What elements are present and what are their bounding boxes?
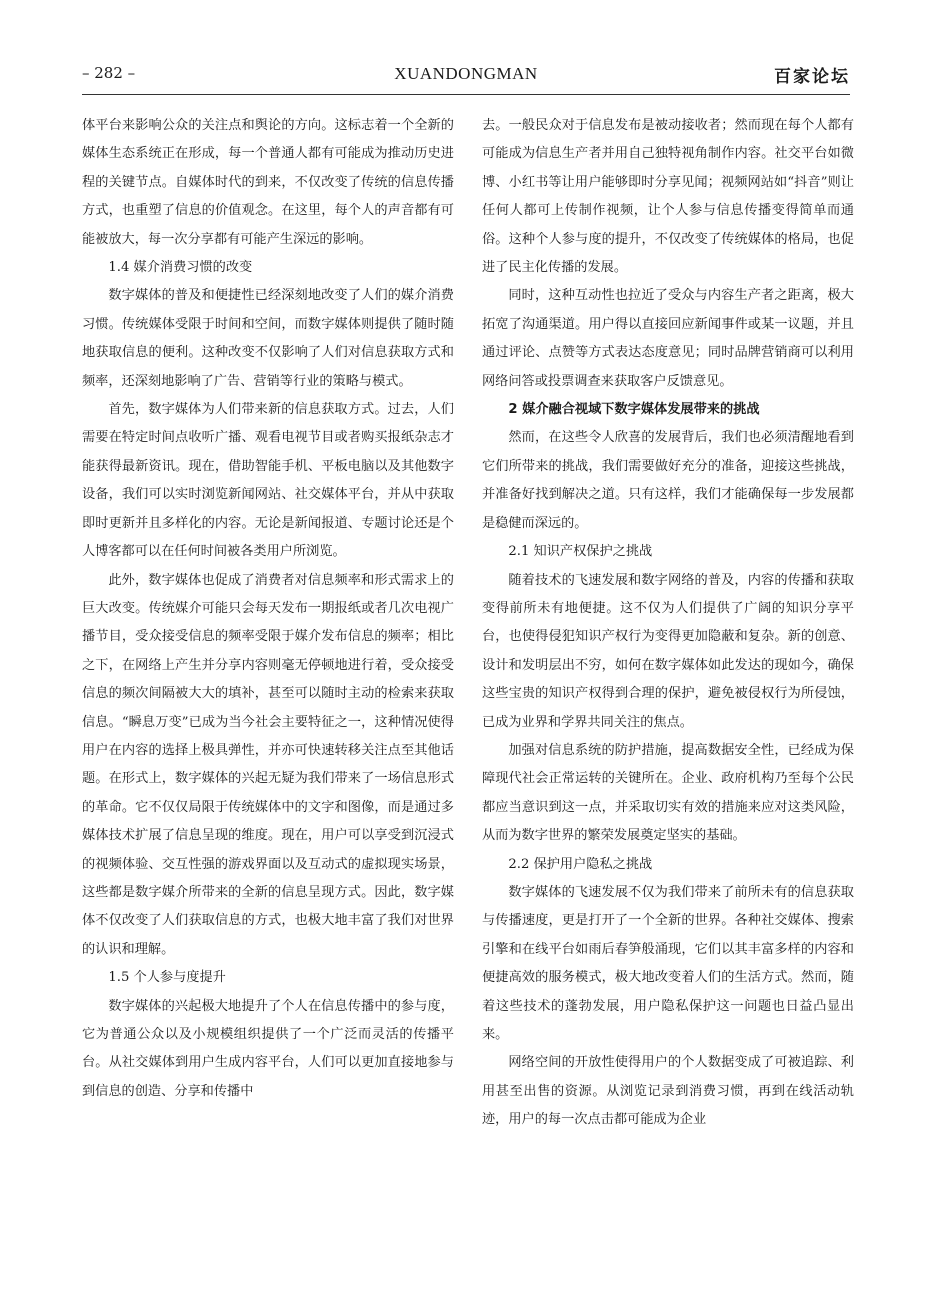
paragraph: 去。一般民众对于信息发布是被动接收者；然而现在每个人都有可能成为信息生产者并用自己独特视角制作内容。社交平台如微博、小红书等让用户能够即时分享见闻；视频网站如“抖音”则让任何人都可上传制作视频，让个人参与信息传播变得简单而通俗。这种个人参与度的提升，不仅改变了传统媒体的格局，也促进了民主化传播的发展。	[482, 118, 854, 276]
section-heading-2-1: 2.1 知识产权保护之挑战	[508, 544, 653, 560]
paragraph: 随着技术的飞速发展和数字网络的普及，内容的传播和获取变得前所未有地便捷。这不仅为人们提供了广阔的知识分享平台，也使得侵犯知识产权行为变得更加隐蔽和复杂。新的创意、设计和发明层出不穷，如何在数字媒体如此发达的现如今，确保这些宝贵的知识产权得到合理的保护，避免被侵权行为所侵蚀，已成为业界和学界共同关注的焦点。	[482, 572, 854, 730]
page-number: – 282 –	[82, 64, 136, 82]
paragraph: 数字媒体的飞速发展不仅为我们带来了前所未有的信息获取与传播速度，更是打开了一个全新的世界。各种社交媒体、搜索引擎和在线平台如雨后春笋般涌现，它们以其丰富多样的内容和便捷高效的服务模式，极大地改变着人们的生活方式。然而，随着这些技术的蓬勃发展，用户隐私保护这一问题也日益凸显出来。	[482, 884, 854, 1042]
right-column	[482, 112, 854, 1135]
paragraph: 数字媒体的兴起极大地提升了个人在信息传播中的参与度，它为普通公众以及小规模组织提供了一个广泛而灵活的传播平台。从社交媒体到用户生成内容平台，人们可以更加直接地参与到信息的创造、分享和传播中	[82, 998, 454, 1099]
paragraph: 网络空间的开放性使得用户的个人数据变成了可被追踪、利用甚至出售的资源。从浏览记录到消费习惯，再到在线活动轨迹，用户的每一次点击都可能成为企业	[482, 1055, 854, 1128]
paragraph: 体平台来影响公众的关注点和舆论的方向。这标志着一个全新的媒体生态系统正在形成，每一个普通人都有可能成为推动历史进程的关键节点。自媒体时代的到来，不仅改变了传统的信息传播方式，也重塑了信息的价值观念。在这里，每个人的声音都有可能被放大，每一次分享都有可能产生深远的影响。	[82, 118, 454, 247]
header-rule	[82, 94, 850, 95]
paragraph: 然而，在这些令人欣喜的发展背后，我们也必须清醒地看到它们所带来的挑战，我们需要做好充分的准备，迎接这些挑战，并准备好找到解决之道。只有这样，我们才能确保每一步发展都是稳健而深远的。	[482, 430, 854, 531]
section-heading-2-2: 2.2 保护用户隐私之挑战	[508, 856, 653, 872]
paragraph: 首先，数字媒体为人们带来新的信息获取方式。过去，人们需要在特定时间点收听广播、观看电视节目或者购买报纸杂志才能获得最新资讯。现在，借助智能手机、平板电脑以及其他数字设备，我们可以实时浏览新闻网站、社交媒体平台，并从中获取即时更新并且多样化的内容。无论是新闻报道、专题讨论还是个人博客都可以在任何时间被各类用户所浏览。	[82, 402, 454, 560]
column-name: 百家论坛	[774, 67, 850, 87]
paragraph: 此外，数字媒体也促成了消费者对信息频率和形式需求上的巨大改变。传统媒介可能只会每天发布一期报纸或者几次电视广播节目，受众接受信息的频率受限于媒介发布信息的频率；相比之下，在网络上产生并分享内容则毫无停顿地进行着，受众接受信息的频次间隔被大大的填补，甚至可以随时主动的检索来获取信息。“瞬息万变”已成为当今社会主要特征之一，这种情况使得用户在内容的选择上极具弹性，并亦可快速转移关注点至其他话题。在形式上，数字媒体的兴起无疑为我们带来了一场信息形式的革命。它不仅仅局限于传统媒体中的文字和图像，而是通过多媒体技术扩展了信息呈现的维度。现在，用户可以享受到沉浸式的视频体验、交互性强的游戏界面以及互动式的虚拟现实场景，这些都是数字媒介所带来的全新的信息呈现方式。因此，数字媒体不仅改变了人们获取信息的方式，也极大地丰富了我们对世界的认识和理解。	[82, 572, 454, 957]
magazine-title: XUANDONGMAN	[394, 64, 538, 83]
left-column	[82, 112, 454, 1106]
section-heading-2: 2 媒介融合视域下数字媒体发展带来的挑战	[508, 402, 760, 418]
paragraph: 加强对信息系统的防护措施，提高数据安全性，已经成为保障现代社会正常运转的关键所在。企业、政府机构乃至每个公民都应当意识到这一点，并采取切实有效的措施来应对这类风险，从而为数字世界的繁荣发展奠定坚实的基础。	[482, 742, 854, 844]
section-heading-1-5: 1.5 个人参与度提升	[108, 970, 226, 986]
paragraph: 同时，这种互动性也拉近了受众与内容生产者之距离，极大拓宽了沟通渠道。用户得以直接回应新闻事件或某一议题，并且通过评论、点赞等方式表达态度意见；同时品牌营销商可以利用网络问答或投票调查来获取客户反馈意见。	[482, 288, 854, 389]
paragraph: 数字媒体的普及和便捷性已经深刻地改变了人们的媒介消费习惯。传统媒体受限于时间和空间，而数字媒体则提供了随时随地获取信息的便利。这种改变不仅影响了人们对信息获取方式和频率，还深刻地影响了广告、营销等行业的策略与模式。	[82, 288, 454, 389]
page-header	[82, 62, 850, 92]
section-heading-1-4: 1.4 媒介消费习惯的改变	[108, 260, 253, 276]
